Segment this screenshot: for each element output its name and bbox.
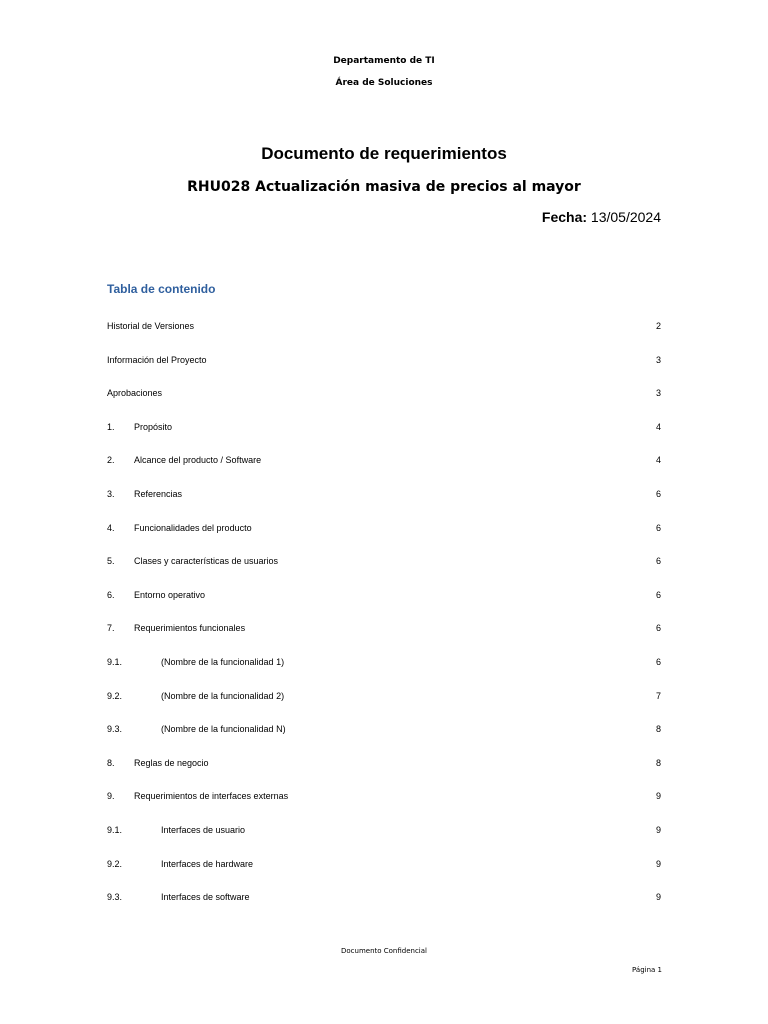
toc-entry[interactable] xyxy=(107,420,661,454)
date-value: 13/05/2024 xyxy=(590,209,661,225)
toc-entry-number: 5. xyxy=(107,556,115,567)
toc-entry[interactable] xyxy=(107,823,661,857)
toc-entry[interactable] xyxy=(107,857,661,891)
toc-entry-label: (Nombre de la funcionalidad 2) xyxy=(161,690,285,701)
toc-entry-page: 8 xyxy=(655,757,661,768)
toc-entry-page: 6 xyxy=(655,556,661,567)
footer-confidential: Documento Confidencial xyxy=(340,947,427,955)
toc-entry-label: (Nombre de la funcionalidad N) xyxy=(161,724,286,735)
toc-entry-page: 6 xyxy=(655,522,661,533)
toc-entry[interactable] xyxy=(107,453,661,487)
toc-entry-number: 4. xyxy=(107,522,115,533)
toc-entry[interactable] xyxy=(107,588,661,622)
toc-entry-number: 3. xyxy=(107,488,115,499)
toc-entry-number: 1. xyxy=(107,421,115,432)
toc-entry-page: 6 xyxy=(655,623,661,634)
toc-entry-page: 6 xyxy=(655,488,661,499)
toc-entry-number: 9.1. xyxy=(107,824,123,835)
toc-entry-label: Requerimientos funcionales xyxy=(134,623,246,634)
toc-entry-page: 6 xyxy=(655,589,661,600)
toc-entry-number: 7. xyxy=(107,623,115,634)
toc-entry-number: 9. xyxy=(107,791,115,802)
toc-entry[interactable] xyxy=(107,890,661,924)
toc-entry-label: Referencias xyxy=(134,488,183,499)
toc-entry-label: Clases y características de usuarios xyxy=(134,556,279,567)
toc-entry-page: 3 xyxy=(655,354,661,365)
toc-entry-label: Interfaces de hardware xyxy=(161,858,254,869)
toc-entry[interactable] xyxy=(107,689,661,723)
toc-entry-page: 9 xyxy=(655,892,661,903)
toc-entry-page: 4 xyxy=(655,421,661,432)
toc-entry-label: Historial de Versiones xyxy=(107,321,195,331)
toc-entry-page: 9 xyxy=(655,824,661,835)
toc-entry-label: Funcionalidades del producto xyxy=(134,522,252,533)
toc-entry-page: 9 xyxy=(655,858,661,869)
toc-entry[interactable] xyxy=(107,789,661,823)
toc-entry-label: Aprobaciones xyxy=(107,388,163,399)
toc-entry[interactable] xyxy=(107,621,661,655)
department-header: Departamento de TI xyxy=(333,56,435,66)
toc-entry-number: 9.3. xyxy=(107,724,123,735)
toc-entry[interactable] xyxy=(107,353,661,387)
toc-entry[interactable] xyxy=(107,722,661,756)
toc-title: Tabla de contenido xyxy=(107,282,216,296)
toc-entry-number: 9.2. xyxy=(107,690,123,701)
toc-entry-label: Entorno operativo xyxy=(134,589,206,600)
document-date xyxy=(542,209,661,225)
area-header: Área de Soluciones xyxy=(335,78,433,88)
toc-entry-page: 4 xyxy=(655,455,661,466)
toc-entry[interactable] xyxy=(107,487,661,521)
table-of-contents xyxy=(107,319,661,924)
toc-entry-number: 9.3. xyxy=(107,892,123,903)
toc-entry-label: Información del Proyecto xyxy=(107,354,207,365)
toc-entry-number: 9.2. xyxy=(107,858,123,869)
toc-entry-label: Interfaces de usuario xyxy=(161,824,246,835)
toc-entry-page: 9 xyxy=(655,791,661,802)
toc-entry[interactable] xyxy=(107,521,661,555)
toc-entry-label: Interfaces de software xyxy=(161,892,250,903)
document-title: Documento de requerimientos xyxy=(261,144,507,163)
toc-entry-number: 9.1. xyxy=(107,656,123,667)
toc-entry-number: 2. xyxy=(107,455,115,466)
toc-entry-label: (Nombre de la funcionalidad 1) xyxy=(161,656,285,667)
toc-entry[interactable] xyxy=(107,655,661,689)
toc-entry-page: 2 xyxy=(655,321,661,331)
toc-entry-label: Reglas de negocio xyxy=(134,757,209,768)
date-label: Fecha: xyxy=(541,209,588,225)
toc-entry-label: Requerimientos de interfaces externas xyxy=(134,791,289,802)
footer-page-number: Página 1 xyxy=(632,966,662,974)
toc-entry[interactable] xyxy=(107,756,661,790)
toc-entry-number: 6. xyxy=(107,589,115,600)
toc-entry-page: 8 xyxy=(655,724,661,735)
toc-entry-number: 8. xyxy=(107,757,115,768)
toc-entry-label: Propósito xyxy=(134,421,173,432)
toc-entry[interactable] xyxy=(107,554,661,588)
toc-entry-page: 7 xyxy=(655,690,661,701)
toc-entry[interactable] xyxy=(107,386,661,420)
toc-entry-page: 6 xyxy=(655,656,661,667)
toc-entry-page: 3 xyxy=(655,388,661,399)
toc-entry[interactable] xyxy=(107,319,661,353)
document-subtitle: RHU028 Actualización masiva de precios al mayor xyxy=(187,179,581,195)
toc-entry-label: Alcance del producto / Software xyxy=(134,455,262,466)
